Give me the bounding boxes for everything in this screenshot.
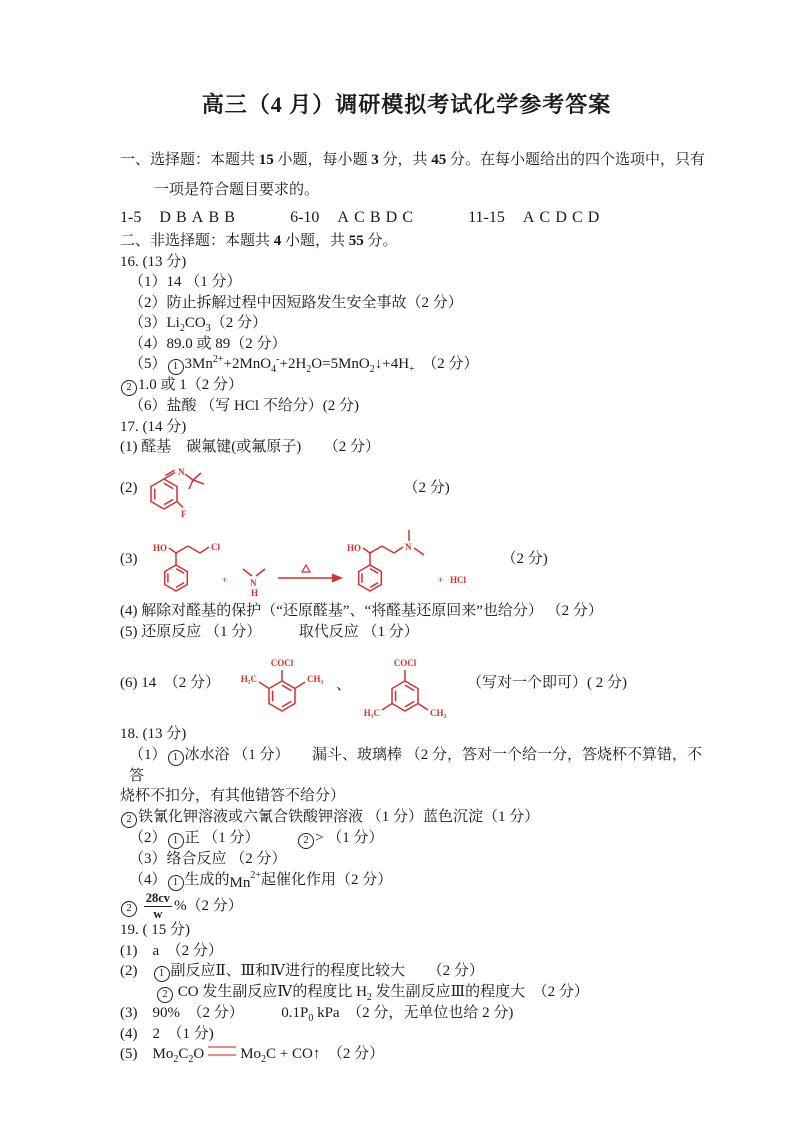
q16-item-5: （5） 1 $3Mn^{2+}+2MnO_4^-+2H_2O=5MnO_2↓+4H_+$ （2 分）: [129, 354, 479, 375]
hydroxyl-label: HO: [152, 542, 167, 553]
q18-header: 18. (13 分): [120, 726, 187, 742]
q17-item-2-label: (2): [120, 480, 138, 497]
answer-letters: ACBDC: [337, 209, 419, 226]
q19-item-2a: (2) 1 副反应Ⅱ、Ⅲ和Ⅳ进行的程度比较大 （2 分）: [120, 961, 713, 982]
plus-sign: +: [437, 574, 443, 585]
q17-item-4: (4) 解除对醛基的保护（“还原醛基”、“将醛基还原回来”也给分） （2 分）: [120, 602, 603, 619]
q18-item-1a: （1） 1 冰水浴 （1 分） 漏斗、玻璃棒 （2 分，答对一个给一分，答烧杯不算错，不答: [129, 746, 703, 784]
q18-item-2: （2） 1 正 （1 分） 2 > （1 分）: [120, 828, 713, 849]
hcl-label: HCl: [449, 574, 466, 585]
methyl-label: CH₃: [430, 708, 447, 718]
q17-item-2-score: （2 分): [403, 480, 450, 497]
structure-separator: 、: [336, 676, 352, 693]
q18-item-4a: （4） 1 生成的$Mn^{2+}$起催化作用（2 分）: [129, 870, 393, 891]
acyl-chloride-label: COCl: [270, 658, 294, 668]
q16-item-3: $(3)Li_2CO_3(2$ 分）: [129, 315, 267, 334]
nitrogen-label: N: [177, 466, 184, 477]
amine-n-label: N: [404, 541, 411, 552]
answer-range: 1-5: [120, 209, 142, 226]
q17-item-5: (5) 还原反应 （1 分） 取代反应 （1 分）: [120, 623, 419, 640]
q17-header: 17. (14 分): [120, 418, 187, 435]
reaction-scheme: [138, 520, 486, 600]
answers-11-15: [468, 205, 604, 231]
methyl-label: H₃C: [240, 674, 257, 684]
q19-item-6: [120, 1065, 713, 1086]
q19-item-2b: 2 CO 发生副反应Ⅳ的程度比 $H_2$ 发生副反应Ⅲ的程度大 （2 分）: [120, 982, 713, 1003]
q19-header: 19. ( 15 分): [120, 922, 190, 938]
q17-item-2-row: [120, 458, 713, 520]
section1-heading: 一、选择题：本题共 15 小题，每小题 3 分，共 45 分。在每小题给出的四个选项中，只有: [120, 152, 706, 168]
answer-range: 11-15: [468, 209, 505, 226]
q19-item-4: (4) 2 （1 分): [120, 1025, 214, 1042]
q18-item-1b: 烧杯不扣分，有其他错答不给分）: [120, 788, 346, 804]
answers-1-5: [120, 205, 240, 231]
hydroxyl-label: HO: [346, 542, 361, 553]
delta-icon: [302, 565, 310, 572]
chlorine-label: Cl: [210, 541, 220, 552]
q17-item-6-note: （写对一个即可）( 2 分): [467, 674, 628, 691]
fluorine-label: F: [180, 508, 186, 519]
q19-item-1: (1) a （2 分）: [120, 942, 223, 959]
q16-item-5b: 2 1.0 或 1（2 分）: [120, 375, 713, 396]
q17-item-1: (1) 醛基 碳氟键(或氟原子) （2 分）: [120, 439, 380, 455]
q16-header: 16. (13 分): [120, 253, 187, 270]
answer-letters: DBABB: [159, 209, 241, 226]
q19-item-3: (3) 90% （2 分） $0.1P_0$ kPa （2 分，无单位也给 2 分): [120, 1005, 514, 1024]
page-title: 高三（4 月）调研模拟考试化学参考答案: [201, 92, 612, 117]
plus-sign: +: [221, 574, 227, 585]
q17-item-6-label: (6) 14 （2 分）: [120, 674, 220, 691]
q16-item-2: （2）防止拆解过程中因短路发生安全事故（2 分）: [129, 294, 463, 311]
q17-item-3-label: (3): [120, 551, 138, 568]
q16-item-4: （4）89.0 或 89（2 分）: [129, 335, 287, 352]
amine-n-label: N: [249, 577, 256, 588]
q18-item-1c: 2 铁氰化钾溶液或六氰合铁酸钾溶液 （1 分）蓝色沉淀（1 分）: [120, 807, 713, 828]
amine-h-label: H: [250, 587, 258, 598]
q17-item-3-row: [120, 520, 713, 600]
dimethylbenzoyl-chloride-3-5: [357, 642, 453, 724]
section1-heading-cont: 一项是符合题目要求的。: [154, 182, 320, 198]
imine-structure: [138, 458, 246, 520]
q18-item-4b: 2 $\frac{28cv}{w}$ %（2 分）: [120, 892, 713, 920]
q16-item-1: （1）14 （1 分）: [129, 274, 242, 290]
q17-item-6-row: [120, 642, 713, 724]
q19-item-5: (5) $Mo_2C_2O$ $Mo_2C$ + CO↑ （2 分）: [120, 1046, 385, 1065]
arrowhead: [332, 573, 343, 582]
q18-item-3: （3）络合反应 （2 分）: [129, 850, 287, 867]
answers-6-10: [290, 205, 418, 231]
answer-letters: ACDCD: [522, 209, 605, 226]
q17-item-3-score: （2 分): [501, 551, 548, 568]
methyl-label: H₃C: [363, 708, 381, 718]
answer-range: 6-10: [290, 209, 320, 226]
dimethylbenzoyl-chloride-2-6: [234, 642, 330, 724]
methyl-label: CH₃: [307, 674, 324, 684]
choice-answers-row: [120, 205, 713, 231]
acyl-chloride-label: COCl: [393, 658, 417, 668]
section2-heading: 二、非选择题：本题共 4 小题，共 55 分。: [120, 233, 398, 249]
q16-item-6: （6）盐酸 （写 HCl 不给分）(2 分): [129, 398, 359, 414]
